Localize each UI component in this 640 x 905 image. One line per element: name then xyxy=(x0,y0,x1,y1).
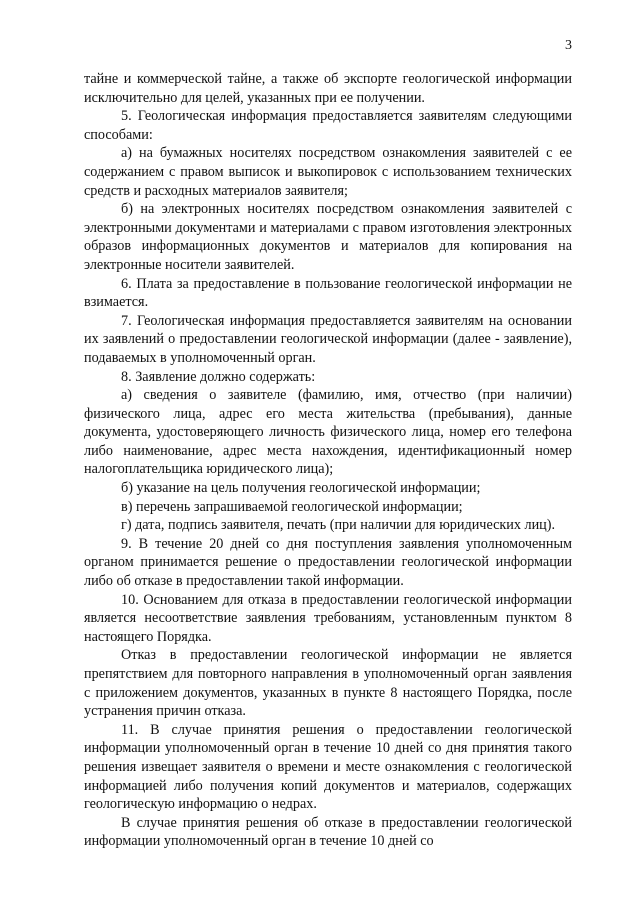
page-number: 3 xyxy=(565,38,572,53)
paragraph-item-5a: а) на бумажных носителях посредством ознакомления заявителей с ее содержанием с правом выписок и выкопировок с использованием технических средств и расходных материалов заявителя; xyxy=(84,145,572,199)
document-body xyxy=(84,70,572,851)
paragraph-item-8b: б) указание на цель получения геологической информации; xyxy=(121,480,481,497)
paragraph-item-8a: а) сведения о заявителе (фамилию, имя, отчество (при наличии) физического лица, адрес его места жительства (пребывания), данные документа, удостоверяющего личность физического лица, номер его телефона либо наименование, адрес места нахождения, идентификационный номер налогоплательщика юридического лица); xyxy=(84,387,572,478)
paragraph-item-9: 9. В течение 20 дней со дня поступления заявления уполномоченным органом принимается решение о предоставлении геологической информации либо об отказе в предоставлении такой информации. xyxy=(84,535,572,590)
paragraph-item-7: 7. Геологическая информация предоставляется заявителям на основании их заявлений о предоставлении геологической информации (далее - заявление), подаваемых в уполномоченный орган. xyxy=(84,312,572,366)
paragraph-item-5b: б) на электронных носителях посредством ознакомления заявителей с электронными документами и материалами с правом изготовления электронных образов информационных документов и материалов для копирования на электронные носители заявителей. xyxy=(84,201,572,273)
paragraph-item-8c: в) перечень запрашиваемой геологической информации; xyxy=(121,498,463,515)
paragraph-item-8d: г) дата, подпись заявителя, печать (при наличии для юридических лиц). xyxy=(121,517,556,534)
paragraph-item-5: 5. Геологическая информация предоставляется заявителям следующими способами: xyxy=(84,108,572,143)
paragraph-item-11: 11. В случае принятия решения о предоставлении геологической информации уполномоченный орган в течение 10 дней со дня принятия такого решения извещает заявителя о времени и месте ознакомления с геологической информацией либо получения копий документов и материалов, содержащих геологическую информацию о недрах. xyxy=(84,721,572,813)
paragraph-refusal-decision: В случае принятия решения об отказе в предоставлении геологической информации уполномоченный орган в течение 10 дней со xyxy=(84,814,572,850)
paragraph-item-10: 10. Основанием для отказа в предоставлении геологической информации является несоответствие заявления требованиям, установленным пунктом 8 настоящего Порядка. xyxy=(84,591,572,645)
paragraph-item-6: 6. Плата за предоставление в пользование геологической информации не взимается. xyxy=(84,275,572,311)
paragraph-continuation: тайне и коммерческой тайне, а также об экспорте геологической информации исключительно для целей, указанных при ее получении. xyxy=(84,71,572,106)
paragraph-item-8: 8. Заявление должно содержать: xyxy=(121,368,316,385)
paragraph-refusal-note: Отказ в предоставлении геологической информации не является препятствием для повторного направления в уполномоченный орган заявления с приложением документов, указанных в пункте 8 настоящего Порядка, после устранения причин отказа. xyxy=(84,647,572,720)
